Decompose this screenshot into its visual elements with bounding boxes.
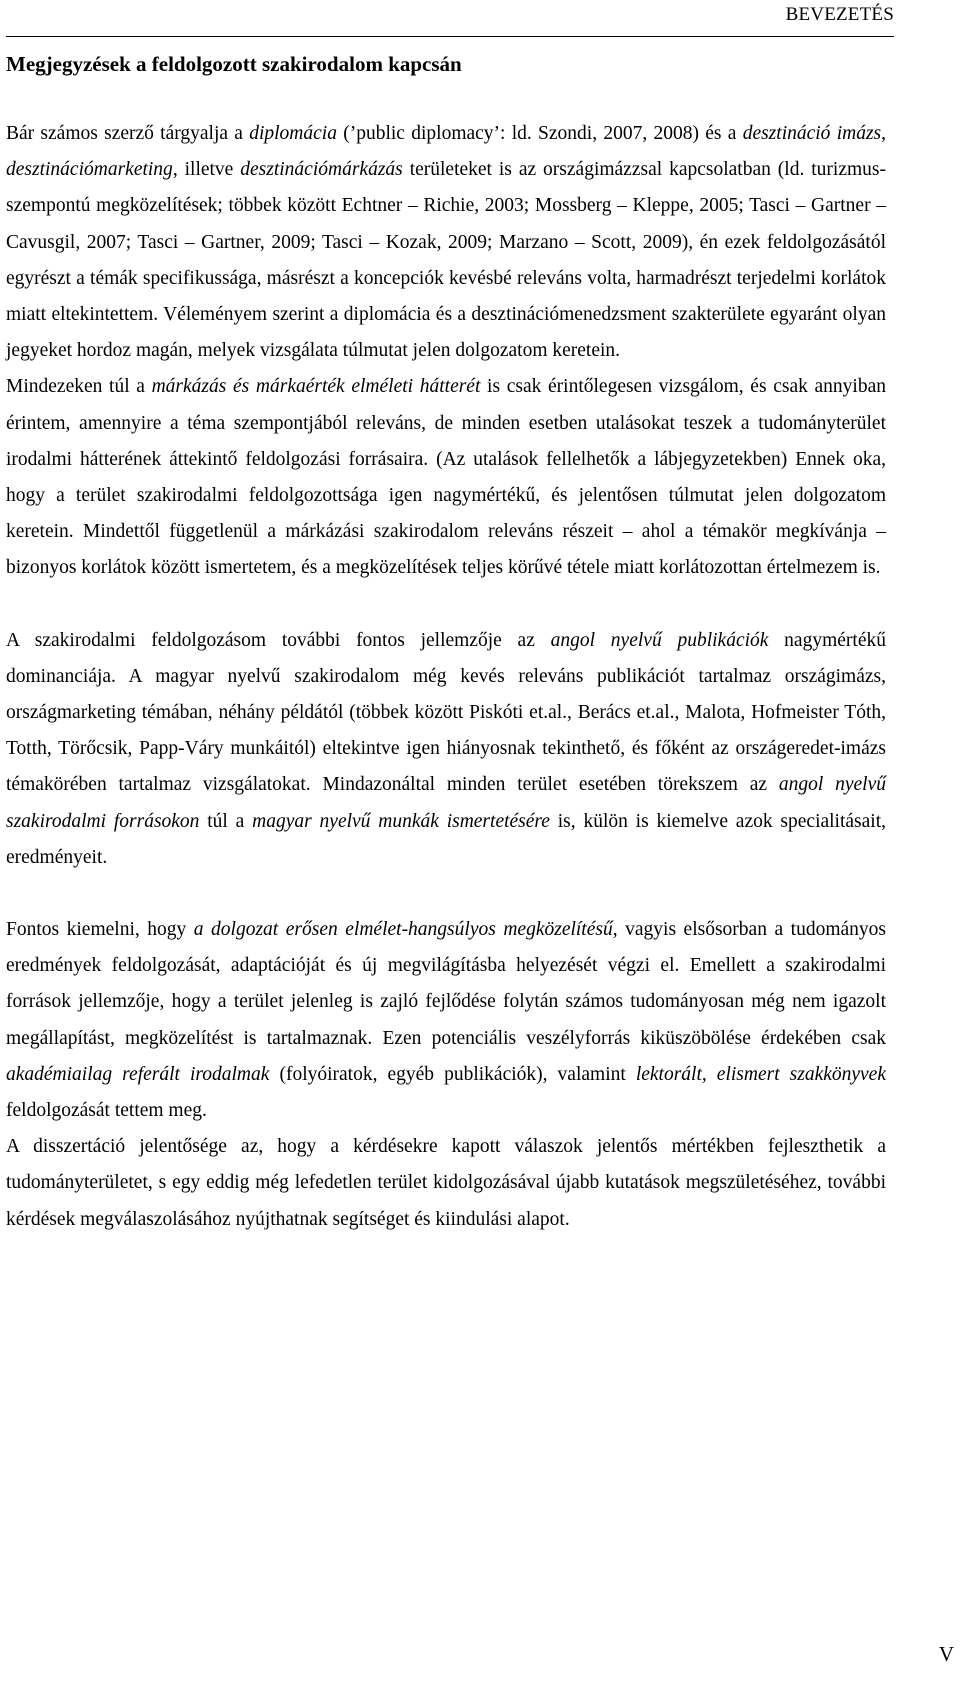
paragraph <box>6 116 886 369</box>
text-run: feldolgozását tettem meg. <box>6 1100 207 1122</box>
text-run: A szakirodalmi feldolgozásom további fontos jellemzője az <box>6 629 551 651</box>
italic-phrase: diplomácia <box>249 123 337 144</box>
text-run: túl a <box>199 810 253 832</box>
text-run: is csak érintőlegesen vizsgálom, és csak annyiban érintem, amennyire a téma szempontjából releváns, de minden esetben utalásokat teszek a tudományterület irodalmi hátterének áttekintő feldolgozási forrásaira. (Az utalások fellelhetők a lábjegyzetekben) Ennek oka, hogy a terület szakirodalmi feldolgozottsága igen nagymértékű, és jelentősen túlmutat jelen dolgozatom keretein. Mindettől függetlenül a márkázási szakirodalom releváns részeit – ahol a témakör megkívánja – bizonyos korlátok között ismertetem, és a megközelítések teljes körűvé tétele miatt korlátozottan értelmezem is. <box>6 376 886 579</box>
text-run: , vagyis elsősorban a tudományos eredmények feldolgozását, adaptációját és új megvilágításba helyezését végzi el. Emellett a szakirodalmi források jellemzője, hogy a terület jelenleg is zajló fejlődése folytán számos tudományosan még nem igazolt megállapítást, megközelítést is tartalmaznak. Ezen potenciális veszélyforrás kiküszöbölése érdekében csak <box>6 919 886 1049</box>
running-title: BEVEZETÉS <box>785 4 894 25</box>
text-run: (’public diplomacy’: ld. Szondi, 2007, 2008) és a <box>336 123 743 144</box>
italic-phrase: angol nyelvű publikációk <box>550 629 769 651</box>
italic-phrase: márkázás és márkaérték elméleti hátterét <box>151 376 481 398</box>
italic-phrase: akadémiailag referált irodalmak <box>6 1063 270 1085</box>
paragraph <box>6 623 886 876</box>
text-run: Fontos kiemelni, hogy <box>6 919 194 941</box>
text-run: Mindezeken túl a <box>6 376 152 398</box>
section-heading: Megjegyzések a feldolgozott szakirodalom kapcsán <box>6 52 462 76</box>
italic-phrase: magyar nyelvű munkák ismertetésére <box>252 810 550 832</box>
text-run: A disszertáció jelentősége az, hogy a kérdésekre kapott válaszok jelentős mértékben fejleszthetik a tudományterületet, s egy eddig még lefedetlen terület kidolgozásával újabb kutatások megszületéséhez, további kérdések megválaszolásához nyújthatnak segítséget és kiindulási alapot. <box>6 1136 886 1230</box>
text-run: Bár számos szerző tárgyalja a <box>6 123 250 144</box>
body-text <box>6 116 886 1238</box>
running-header <box>6 2 894 37</box>
text-run: (folyóiratok, egyéb publikációk), valamint <box>269 1063 636 1085</box>
italic-phrase: lektorált, elismert szakkönyvek <box>635 1063 886 1085</box>
text-run: területeket is az országimázzsal kapcsolatban (ld. turizmus-szempontú megközelítések; többek között Echtner – Richie, 2003; Mossberg – Kleppe, 2005; Tasci – Gartner – Cavusgil, 2007; Tasci – Gartner, 2009; Tasci – Kozak, 2009; Marzano – Scott, 2009), én ezek feldolgozásától egyrészt a témák specifikussága, másrészt a koncepciók kevésbé releváns volta, harmadrészt terjedelmi korlátok miatt eltekintettem. Véleményem szerint a diplomácia és a desztinációmenedzsment szakterülete egyaránt olyan jegyeket hordoz magán, melyek vizsgálata túlmutat jelen dolgozatom keretein. <box>6 159 886 362</box>
text-run: nagymértékű dominanciája. A magyar nyelvű szakirodalom még kevés releváns publikációt tartalmaz országimázs, országmarketing témában, néhány példától (többek között Piskóti et.al., Berács et.al., Malota, Hofmeister Tóth, Totth, Törőcsik, Papp-Váry munkáitól) eltekintve igen hiányosnak tekinthető, és főként az országeredet-imázs témakörében tartalmaz vizsgálatokat. Mindazonáltal minden terület esetében törekszem az <box>6 629 886 796</box>
italic-phrase: desztinációmárkázás <box>240 159 403 181</box>
paragraph <box>6 369 886 586</box>
text-run: , <box>881 123 886 144</box>
italic-phrase: desztináció imázs <box>742 123 882 144</box>
italic-phrase: desztinációmarketing <box>6 159 173 181</box>
text-run: , illetve <box>172 159 241 181</box>
text-run: is, külön is kiemelve azok specialitásait, eredményeit. <box>6 810 887 868</box>
page-number: V <box>938 1642 954 1666</box>
paragraph <box>6 912 886 1129</box>
italic-phrase: angol nyelvű szakirodalmi forrásokon <box>6 774 886 832</box>
paragraph <box>6 1129 886 1238</box>
italic-phrase: a dolgozat erősen elmélet-hangsúlyos megközelítésű <box>193 919 613 941</box>
